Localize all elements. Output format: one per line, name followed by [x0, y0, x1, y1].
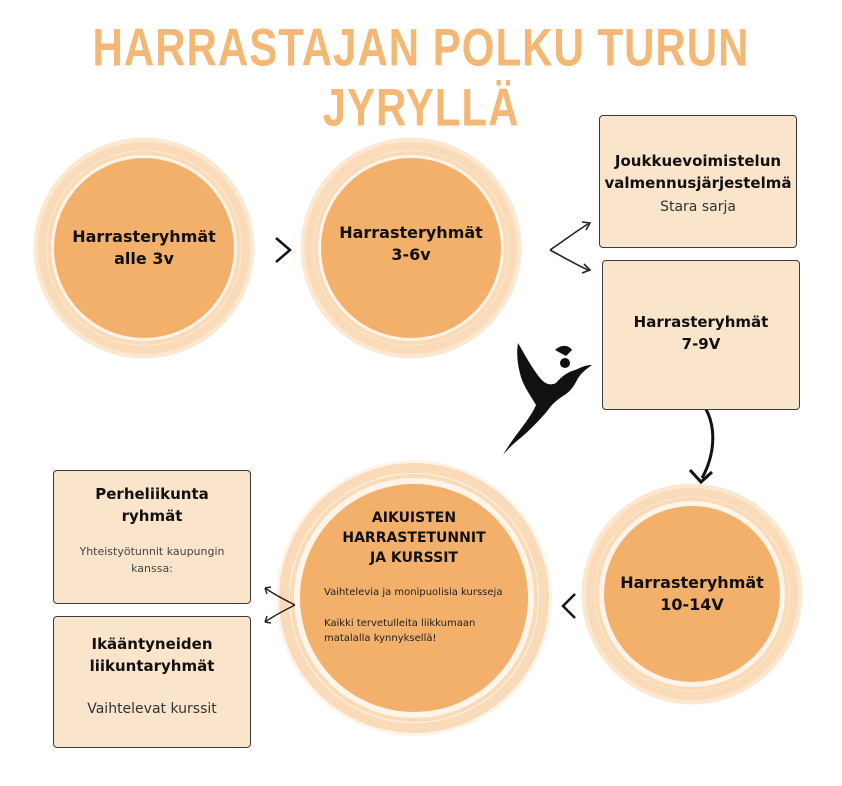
- box-subtitle-line2: kanssa:: [131, 562, 173, 575]
- adult-text-3: matalalla kynnyksellä!: [324, 633, 437, 644]
- circle-label-3-6v: [321, 222, 501, 266]
- box-harrasteryhmat-7-9v: [602, 260, 800, 410]
- circle-label-line2: 10-14V: [660, 595, 724, 614]
- adult-title-line2: HARRASTETUNNIT: [342, 530, 486, 546]
- circle-label-line2: alle 3v: [114, 249, 174, 268]
- box-ikaantyneiden: [53, 616, 251, 748]
- gymnast-icon: [503, 343, 592, 455]
- adult-title-line1: AIKUISTEN: [371, 510, 457, 526]
- box-title-line2: valmennusjärjestelmä: [604, 174, 792, 192]
- box-title-line2: liikuntaryhmät: [89, 657, 215, 675]
- box-joukkuevoimistelu: [599, 115, 797, 248]
- adult-text-1: Vaihtelevia ja monipuolisia kursseja: [324, 587, 503, 598]
- box-title-line1: Ikääntyneiden: [91, 635, 213, 653]
- adult-title: [334, 508, 494, 568]
- box-title-line1: Joukkuevoimistelun: [614, 152, 782, 170]
- circle-label-10-14v: [604, 572, 780, 616]
- box-perheliikunta: [53, 470, 251, 604]
- box-title-line2: 7-9V: [681, 335, 721, 353]
- box-title-line2: ryhmät: [121, 507, 183, 525]
- box-subtitle: Vaihtelevat kurssit: [87, 701, 217, 717]
- adult-title-line3: JA KURSSIT: [370, 550, 458, 566]
- circle-label-line2: 3-6v: [391, 245, 431, 264]
- box-title-line1: Harrasteryhmät: [633, 313, 769, 331]
- box-title-line1: Perheliikunta: [95, 485, 209, 503]
- box-subtitle-line1: Yhteistyötunnit kaupungin: [79, 545, 225, 558]
- chevron-right-icon: [276, 238, 290, 262]
- circle-label-line1: Harrasteryhmät: [339, 223, 483, 242]
- chevron-left-icon: [563, 594, 575, 618]
- page-title: HARRASTAJAN POLKU TURUN JYRYLLÄ: [92, 18, 750, 137]
- split-arrow-right-icon: [550, 222, 590, 273]
- box-subtitle: Stara sarja: [660, 199, 736, 215]
- circle-label-line1: Harrasteryhmät: [620, 573, 764, 592]
- circle-label-line1: Harrasteryhmät: [72, 227, 216, 246]
- circle-label-alle-3v: [54, 226, 234, 270]
- adult-text-2: Kaikki tervetulleita liikkumaan: [324, 618, 476, 629]
